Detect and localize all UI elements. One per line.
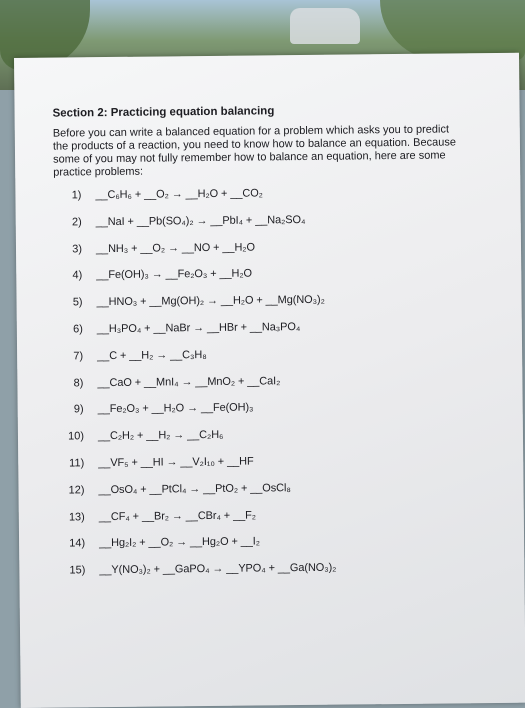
background-car — [290, 8, 360, 44]
problem-equation: __VF₅ + __HI → __V₂I₁₀ + __HF — [98, 455, 254, 470]
problem-number: 5) — [72, 296, 83, 309]
problem-number: 11) — [69, 457, 85, 470]
problem-number: 6) — [73, 323, 83, 336]
problem-number: 3) — [72, 242, 83, 255]
problem-equation: __Y(NO₃)₂ + __GaPO₄ → __YPO₄ + __Ga(NO₃)₂ — [99, 561, 337, 577]
problem-number: 8) — [73, 376, 84, 389]
section-title: Section 2: Practicing equation balancing — [52, 105, 275, 120]
worksheet-page — [14, 53, 525, 708]
problem-number: 7) — [73, 350, 84, 363]
problem-number: 4) — [72, 269, 83, 282]
problem-number: 2) — [71, 216, 82, 229]
problem-equation: __CaO + __MnI₄ → __MnO₂ + __CaI₂ — [97, 374, 281, 389]
problem-equation: __NH₃ + __O₂ → __NO + __H₂O — [95, 241, 255, 255]
problem-list — [53, 185, 497, 592]
problem-equation: __HNO₃ + __Mg(OH)₂ → __H₂O + __Mg(NO₃)₂ — [96, 293, 325, 309]
problem-number: 14) — [69, 537, 86, 550]
problem-number: 13) — [68, 510, 85, 524]
problem-equation: __Fe₂O₃ + __H₂O → __Fe(OH)₃ — [97, 401, 254, 416]
section-intro: Before you can write a balanced equation for a problem which asks you to predict the products of a reaction, you need to know how to balance an equation. Because some of you may not fully remember how to balance an equation, here are some practice problems: — [52, 123, 456, 179]
problem-row — [57, 560, 497, 591]
problem-equation: __OsO₄ + __PtCl₄ → __PtO₂ + __OsCl₈ — [98, 481, 291, 496]
problem-number: 10) — [67, 430, 85, 443]
problem-number: 1) — [71, 189, 82, 202]
problem-number: 15) — [69, 564, 86, 577]
problem-equation: __Hg₂I₂ + __O₂ → __Hg₂O + __I₂ — [99, 535, 260, 550]
problem-equation: __CF₄ + __Br₂ → __CBr₄ + __F₂ — [98, 509, 256, 523]
problem-number: 9) — [73, 403, 84, 416]
problem-equation: __H₃PO₄ + __NaBr → __HBr + __Na₃PO₄ — [96, 321, 301, 336]
problem-equation: __C + __H₂ → __C₃H₈ — [97, 348, 207, 362]
problem-number: 12) — [68, 484, 85, 497]
problem-equation: __Fe(OH)₃ → __Fe₂O₃ + __H₂O — [96, 267, 253, 282]
problem-equation: __NaI + __Pb(SO₄)₂ → __PbI₄ + __Na₂SO₄ — [95, 213, 306, 228]
worksheet-content — [53, 103, 498, 592]
problem-equation: __C₂H₂ + __H₂ → __C₂H₆ — [97, 429, 224, 443]
problem-equation: __C₆H₆ + __O₂ → __H₂O + __CO₂ — [95, 187, 263, 202]
